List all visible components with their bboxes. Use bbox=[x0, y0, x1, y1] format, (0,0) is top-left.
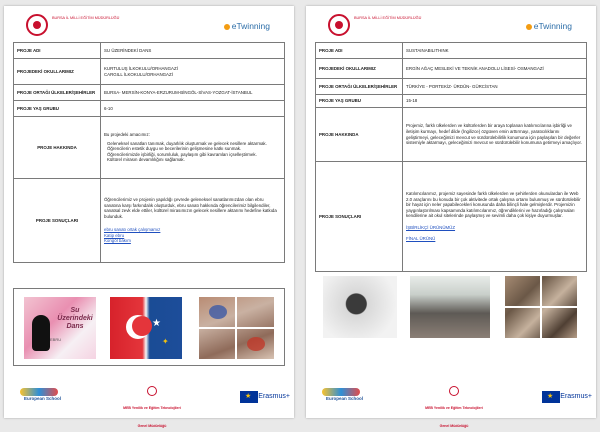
row-label: PROJE ORTAĞI ÜLKELER/ŞEHİRLER bbox=[316, 79, 403, 95]
ebru-art-piece bbox=[247, 337, 265, 351]
photo-strip bbox=[13, 288, 285, 366]
row-label: PROJE YAŞ GRUBU bbox=[14, 101, 101, 117]
etwinning-star-icon bbox=[224, 24, 230, 30]
table-row bbox=[316, 108, 587, 162]
list-item: Öğrencilerimizde işbirliği, sorumluluk, paylaşım gibi kavramları içselleştirmek. bbox=[107, 151, 257, 157]
page-header bbox=[316, 12, 586, 40]
table-row bbox=[14, 101, 285, 117]
crescent-icon bbox=[126, 315, 150, 339]
european-schoolnet-logo: European School bbox=[322, 388, 366, 406]
project-table bbox=[13, 42, 285, 263]
poster-subtitle: EBRU bbox=[50, 337, 62, 342]
row-label: PROJEDEKİ OKULLARIMIZ bbox=[316, 59, 403, 79]
link-final-product[interactable]: FİNAL ÜRÜNÜ bbox=[406, 236, 436, 242]
project-name-value: SU ÜZERİNDEKİ DANS bbox=[101, 43, 285, 59]
meb-header-text: BURSA İL MİLLİ EĞİTİM MÜDÜRLÜĞÜ bbox=[52, 16, 120, 20]
results-value: Katılımcılarımız, projemiz sayesinde farklı ülkelerden ve şehirlerden okunulardan ile Web 2.0 araçlarını bu konuda bir çok aktivitede ortak çalışma ortamı bulunmuş ve sürdürülebilir bir hayat için neler yapabilecekleri konusunda daha bilinçli hale gelmişlerdir. Projemizin yaygınlaştırılması kapsamında katılımcılarımız, öğrendiklerini ve hazırladığı çalışmaları kendilerine ait okul sitelerinde paylaşmış ve sevimli daha çok kişiye duyurmuşlar. İŞBİRLİKÇİ ÜRÜNÜMÜZ FİNAL ÜRÜNÜ bbox=[403, 162, 587, 272]
etwinning-logo: eTwinning bbox=[224, 21, 270, 31]
link-katip-ebru[interactable]: Katip ebru bbox=[104, 232, 125, 238]
etwinning-logo: eTwinning bbox=[526, 21, 572, 31]
row-label: PROJE HAKKINDA bbox=[316, 108, 403, 162]
row-label: PROJE HAKKINDA bbox=[14, 117, 101, 179]
link-kongol-bakim[interactable]: Kongöl bakım bbox=[104, 238, 131, 244]
table-row bbox=[14, 43, 285, 59]
link-ebru-work[interactable]: ebru sanatı ortak çalışmamız bbox=[104, 227, 161, 233]
meb-circle-icon bbox=[147, 386, 157, 396]
star-icon: ★ bbox=[152, 318, 161, 329]
meb-footer-logo: MEB Yenilik ve Eğitim Teknolojileri Genel Müdürlüğü bbox=[424, 386, 484, 432]
right-page bbox=[306, 6, 596, 428]
row-label: PROJE SONUÇLARI bbox=[14, 179, 101, 263]
partners-value: BURSA- MERSİN-KONYA-ERZURUM-BİNGÖL-SİVAS-YOZGAT-İSTANBUL bbox=[101, 85, 285, 101]
table-row bbox=[316, 59, 587, 79]
left-page bbox=[4, 6, 294, 428]
meb-header-text: BURSA İL MİLLİ EĞİTİM MÜDÜRLÜĞÜ bbox=[354, 16, 422, 20]
ebru-artworks-image bbox=[199, 297, 274, 359]
dancer-figure bbox=[32, 315, 50, 351]
row-label: PROJE ADI bbox=[316, 43, 403, 59]
ebru-art-piece bbox=[209, 305, 227, 319]
etwinning-star-icon bbox=[526, 24, 532, 30]
photo-strip bbox=[315, 268, 587, 346]
list-item: Kültürel mirasın devamlılığını sağlamak. bbox=[107, 157, 185, 163]
page-footer bbox=[4, 386, 294, 428]
project-poster-image bbox=[24, 297, 96, 359]
table-row bbox=[14, 59, 285, 85]
row-label: PROJE YAŞ GRUBU bbox=[316, 95, 403, 108]
schools-value: KURTULUŞ İLKOKULU/ORHANGAZİ CARGILL İLKOKULU/ORHANGAZİ bbox=[101, 59, 285, 85]
page-footer bbox=[306, 386, 596, 428]
project-table bbox=[315, 42, 587, 272]
row-label: PROJE ADI bbox=[14, 43, 101, 59]
hand-drawing-image bbox=[323, 276, 397, 338]
schoolnet-band-icon bbox=[20, 388, 58, 396]
about-value: Projemiz, farklı ülkelerden ve kültürlerden bir araya toplanan katılımcılarına işbirliği ve iletişim kurmayı, hedef dilde (İngilizce) özgüven emin arttırmayı, yaratıcılıklarını geliştirmeyi, geleceğimizi mevcut ve sürdürülebilirlik konumuna için paylaşılan bir değerler sistemiyle aktarmayı, geleceğimizi mevcut ve sürdürülebilir konumuna getirmeyi amaçlıyor. bbox=[403, 108, 587, 162]
age-group-value: 15-18 bbox=[403, 95, 587, 108]
table-row bbox=[14, 85, 285, 101]
link-collaborative-product[interactable]: İŞBİRLİKÇİ ÜRÜNÜMÜZ bbox=[406, 224, 456, 230]
table-row bbox=[316, 162, 587, 272]
poster-title: Su Üzerindeki Dans bbox=[57, 307, 93, 330]
schoolnet-band-icon bbox=[322, 388, 360, 396]
meb-circle-icon bbox=[449, 386, 459, 396]
erasmus-logo: Erasmus+ bbox=[560, 393, 592, 400]
table-row bbox=[316, 95, 587, 108]
list-item: Geleneksel sanatları tanımak, duyarlılık oluşturmak ve gelecek nesillere aktarmak. Öğrencilerin estetik duygu ve becerilerinin gelişmesine katkı sunmak. bbox=[107, 140, 267, 152]
table-row bbox=[14, 117, 285, 179]
page-header bbox=[14, 12, 284, 40]
eu-flag-icon bbox=[240, 391, 258, 403]
table-row bbox=[14, 179, 285, 263]
age-group-value: 6-10 bbox=[101, 101, 285, 117]
table-row bbox=[316, 79, 587, 95]
flags-artwork-image bbox=[110, 297, 182, 359]
table-row bbox=[316, 43, 587, 59]
row-label: PROJEDEKİ OKULLARIMIZ bbox=[14, 59, 101, 85]
meb-logo-icon bbox=[26, 14, 48, 36]
about-value: Bu projedeki amacımız: Geleneksel sanatları tanımak, duyarlılık oluşturmak ve gelecek nesillere aktarmak. Öğrencilerin estetik duygu ve becerilerinin gelişmesine katkı sunmak. Öğrencilerimizde işbirliği, sorumluluk, paylaşım gibi kavramları içselleştirmek. Kültürel mirasın devamlılığını sağlamak. bbox=[101, 117, 285, 179]
row-label: PROJE ORTAĞI ÜLKELER/ŞEHİRLER bbox=[14, 85, 101, 101]
activity-collage-image bbox=[505, 276, 577, 338]
meb-logo-icon bbox=[328, 14, 350, 36]
project-name-value: SUSTAINABILITHINK bbox=[403, 43, 587, 59]
row-label: PROJE SONUÇLARI bbox=[316, 162, 403, 272]
eu-stars-icon: ✦ bbox=[162, 337, 169, 346]
eu-flag-icon bbox=[542, 391, 560, 403]
meb-footer-logo: MEB Yenilik ve Eğitim Teknolojileri Genel Müdürlüğü bbox=[122, 386, 182, 432]
schools-value: ERGİN AĞAÇ MESLEKİ VE TEKNİK ANADOLU LİSESİ- OSMANGAZİ bbox=[403, 59, 587, 79]
classroom-image bbox=[410, 276, 490, 338]
results-value: Öğrencilerimiz ve projenin yapıldığı çevrede geleneksel sanatlarımızdan olan ebru sanatına karşı farkındalık oluşturduk, ebru sanatı hakkında öğrencilerimiz bilgilendiler, sanatsal zevk elde ettiler, kültürel mirasımızın gelecek nesillere aktarımı hedefine katkıda bulunduk. ebru sanatı ortak çalışmamız Katip ebru Kongöl bakım bbox=[101, 179, 285, 263]
partners-value: TÜRKİYE - PORTEKİZ- ÜRDÜN- GÜRCİSTAN bbox=[403, 79, 587, 95]
erasmus-logo: Erasmus+ bbox=[258, 393, 290, 400]
european-schoolnet-logo: European School bbox=[20, 388, 64, 406]
